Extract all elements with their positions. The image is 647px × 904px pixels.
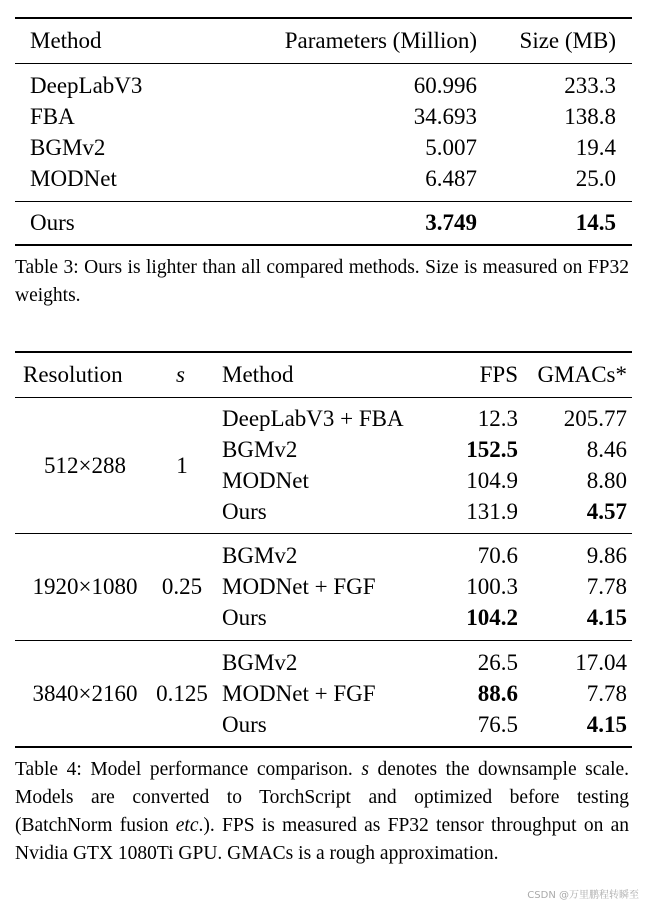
table-row-fps: 131.9: [466, 499, 518, 524]
table-row-method: MODNet + FGF: [222, 574, 376, 599]
table-row-size: 25.0: [575, 166, 616, 191]
table-row-method: FBA: [30, 104, 75, 129]
table-row-method: BGMv2: [30, 135, 106, 160]
table-3-top-rule: [15, 17, 632, 19]
table-3-caption: [15, 254, 629, 310]
table-4-header-method: Method: [222, 362, 294, 387]
group-scale: 0.25: [161, 574, 203, 599]
table-row-params: 34.693: [413, 104, 477, 129]
table-row-method: MODNet: [30, 166, 117, 191]
table-row-method: DeepLabV3: [30, 73, 143, 98]
table-4-caption-label: Table 4:: [15, 759, 82, 780]
table-4-header-resolution: Resolution: [23, 362, 123, 387]
table-row-fps: 76.5: [477, 712, 518, 737]
group-resolution: 3840×2160: [32, 681, 138, 706]
table-4-header-fps: FPS: [479, 362, 518, 387]
watermark: CSDN @万里鹏程转瞬至: [527, 890, 639, 901]
table-3-mid-rule: [15, 201, 632, 202]
table-row-method: Ours: [222, 712, 267, 737]
table-row-fps: 104.9: [466, 468, 518, 493]
table-row-size: 138.8: [564, 104, 616, 129]
table-row-params-ours: 3.749: [425, 210, 477, 235]
table-row-params: 6.487: [425, 166, 477, 191]
table-4-top-rule: [15, 351, 632, 353]
table-row-fps: 152.5: [466, 437, 518, 462]
table-row-fps: 100.3: [466, 574, 518, 599]
table-4-header-gmacs: GMACs*: [537, 362, 627, 387]
table-row-gmacs: 7.78: [586, 681, 627, 706]
table-4-caption-post: .). FPS is measured as FP32 tensor throughput on an Nvidia GTX 1080Ti GPU. GMACs is a rough approximation.: [15, 815, 630, 864]
table-3-header-params: Parameters (Million): [284, 28, 477, 53]
table-3-header-size: Size (MB): [519, 28, 616, 53]
table-4-caption-pre: Model performance comparison.: [90, 759, 353, 780]
table-3-header-rule: [15, 63, 632, 64]
table-row-gmacs: 8.46: [586, 437, 627, 462]
table-row-params: 60.996: [413, 73, 477, 98]
table-row-size: 233.3: [564, 73, 616, 98]
table-4-caption-s: s: [361, 759, 369, 780]
group-resolution: 1920×1080: [32, 574, 138, 599]
table-3-caption-text: Ours is lighter than all compared methods. Size is measured on FP32 weights.: [15, 257, 629, 306]
table-4-bottom-rule: [15, 746, 632, 748]
table-row-gmacs: 4.15: [586, 712, 627, 737]
table-row-fps: 26.5: [477, 650, 518, 675]
table-4-caption: [15, 756, 629, 868]
table-4-group-rule: [15, 640, 632, 641]
group-scale: 0.125: [156, 681, 208, 706]
table-row-gmacs: 9.86: [586, 543, 627, 568]
table-row-gmacs: 7.78: [586, 574, 627, 599]
table-row-method: DeepLabV3 + FBA: [222, 406, 404, 431]
group-resolution: 512×288: [44, 453, 126, 478]
table-row-method: BGMv2: [222, 437, 298, 462]
table-3-bottom-rule: [15, 244, 632, 246]
table-row-gmacs: 4.15: [586, 605, 627, 630]
table-row-params: 5.007: [425, 135, 477, 160]
table-4-caption-mid: denotes the downsample scale. Models are converted to TorchScript and optimized before testing (BatchNorm fusion: [15, 759, 630, 836]
table-row-gmacs: 17.04: [575, 650, 627, 675]
table-row-method: Ours: [222, 605, 267, 630]
table-row-method-ours: Ours: [30, 210, 75, 235]
table-row-method: MODNet: [222, 468, 309, 493]
table-row-size: 19.4: [575, 135, 616, 160]
table-row-method: MODNet + FGF: [222, 681, 376, 706]
table-row-fps: 88.6: [477, 681, 518, 706]
table-row-gmacs: 4.57: [586, 499, 627, 524]
table-3-caption-label: Table 3:: [15, 257, 79, 278]
table-row-gmacs: 205.77: [563, 406, 627, 431]
table-4-group-rule: [15, 533, 632, 534]
table-4-header-rule: [15, 397, 632, 398]
table-row-method: BGMv2: [222, 650, 298, 675]
table-row-method: Ours: [222, 499, 267, 524]
table-4-header-s: s: [176, 362, 185, 387]
table-3-header-method: Method: [30, 28, 102, 53]
table-row-fps: 12.3: [477, 406, 518, 431]
table-row-gmacs: 8.80: [586, 468, 627, 493]
group-scale: 1: [176, 453, 188, 478]
table-row-fps: 104.2: [466, 605, 518, 630]
table-row-size-ours: 14.5: [575, 210, 616, 235]
table-row-fps: 70.6: [477, 543, 518, 568]
table-row-method: BGMv2: [222, 543, 298, 568]
table-4-caption-etc: etc: [175, 815, 199, 836]
